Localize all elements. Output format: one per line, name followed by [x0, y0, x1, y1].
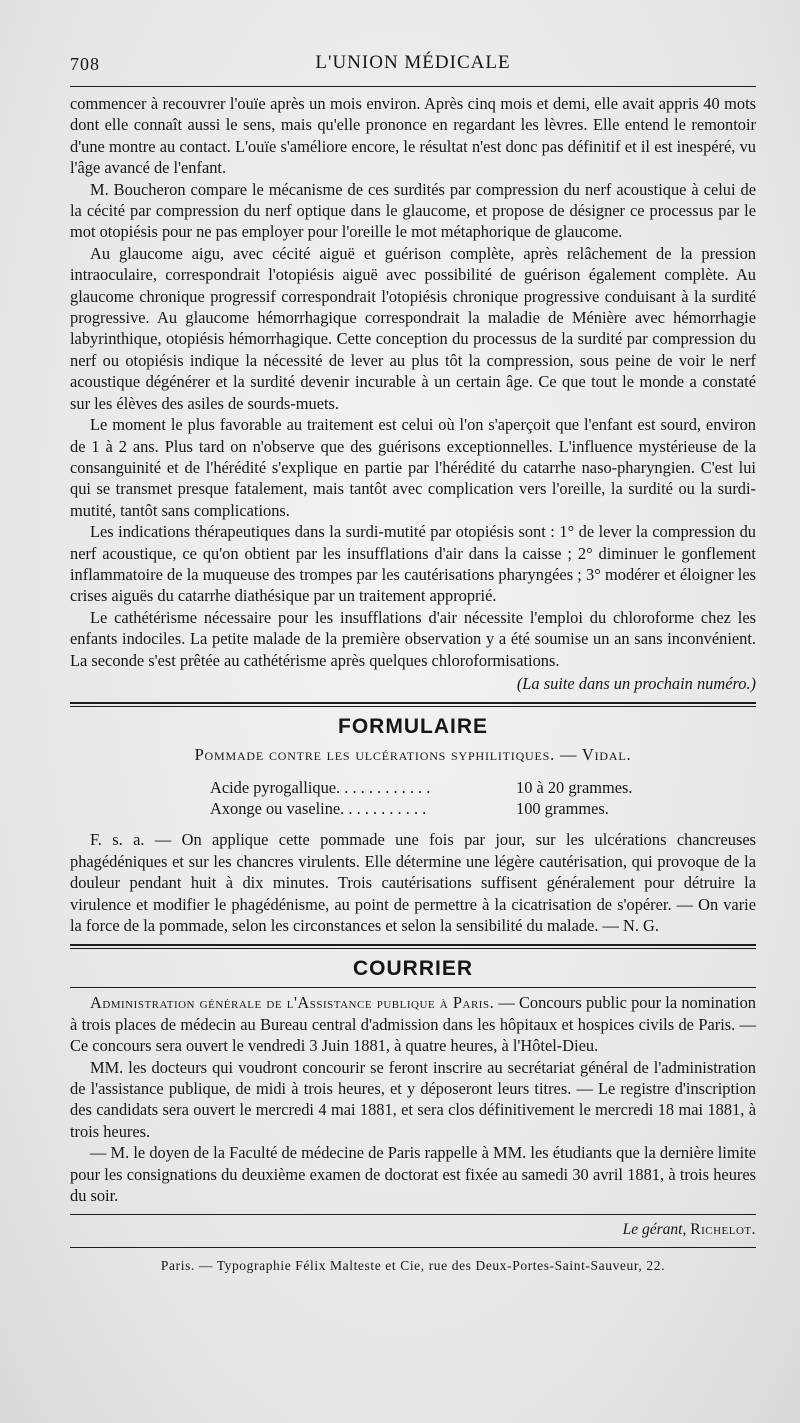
continuation-note: (La suite dans un prochain numéro.) — [516, 673, 756, 693]
article-paragraph: Au glaucome aigu, avec cécité aiguë et guérison complète, après relâchement de la pression intraoculaire, correspondrait l'otopiésis aiguë avec possibilité de guérison également complète. Au glaucome chronique progressif correspondrait l'otopiésis chronique progressive conduisant à la surdité progressive. Au glaucome hémorrhagique correspondrait la maladie de Ménière avec hémorrhagie labyrinthique, otopiésis hémorrhagique. Cette conception du processus de la surdité par compression du nerf ou otopiésis indique la nécessité de lever au plus tôt la compression, sous peine de voir le nerf acoustique dégénérer et la surdité devenir incurable à un certain âge. Ce que tout le monde a constaté sur les élèves des asiles de sourds-muets. — [70, 243, 756, 413]
title-underline — [70, 987, 756, 988]
courrier-title: COURRIER — [352, 957, 473, 981]
article-paragraph: Le moment le plus favorable au traitement est celui où l'on s'aperçoit que l'enfant est sourd, environ de 1 à 2 ans. Plus tard on n'observe que des guérisons exceptionnelles. L'influence mystérieuse de la consanguinité et de l'hérédité s'explique en partie par l'hérédité du catarrhe naso-pharyngien. C'est lui qui se transmet presque fatalement, mais tantôt avec complication vers l'oreille, la surdité ou la surdi-mutité, tantôt sans complications. — [70, 415, 756, 520]
ingredient-name: Acide pyrogallique. . . . . . . . . . . . — [210, 778, 431, 798]
courrier-section — [70, 957, 756, 1206]
formulaire-instructions: — On applique cette pommade une fois par jour, sur les ulcérations chancreuses phagédéniques et sur les chancres virulents. Elle détermine une légère cautérisation, qui provoque de la douleur pendant huit à dix minutes. Trois cautérisations suffisent généralement pour détruire la virulence et modifier le phagédénisme, au point de permettre à la cicatrisation de s'opérer. — On varie la force de la pommade, selon les circonstances et selon la sensibilité du malade. — N. G. — [70, 830, 756, 935]
article-paragraph: Les indications thérapeutiques dans la surdi-mutité par otopiésis sont : 1° de lever la compression du nerf acoustique, ce qu'on obtient par les insufflations d'air dans la caisse ; 2° diminuer le gonflement inflammatoire de la muqueuse des trompes par les cautérisations pharyngées ; 3° modérer et éloigner les crises aiguës du catarrhe diathésique par un traitement approprié. — [70, 522, 756, 606]
ingredient-quantity: 10 à 20 grammes. — [516, 778, 633, 798]
article-paragraph: Le cathétérisme nécessaire pour les insufflations d'air nécessite l'emploi du chloroforme chez les enfants indociles. La petite malade de la première observation y a été soumise un an sans inconvénient. La seconde s'est prêtée au cathétérisme après quelques chloroformisations. — [70, 607, 756, 670]
courrier-paragraph: MM. les docteurs qui voudront concourir se feront inscrire au secrétariat général de l'administration de l'assistance publique, de midi à trois heures, et y déposeront leurs titres. — Le registre d'inscription des candidats sera ouvert le mercredi 4 mai 1881, et sera clos définitivement le mercredi 18 mai 1881, à trois heures. — [70, 1057, 756, 1141]
recipe-row — [210, 798, 756, 819]
signature-name: Richelot. — [690, 1221, 756, 1239]
running-head — [70, 44, 756, 78]
article-paragraph: M. Boucheron compare le mécanisme de ces surdités par compression du nerf acoustique à celui de la cécité par compression du nerf optique dans le glaucome, et propose de désigner ce processus par le mot otopiésis pour ne pas employer pour l'oreille le mot métaphorique de glaucome. — [70, 179, 756, 242]
journal-title: L'UNION MÉDICALE — [315, 52, 511, 73]
signature-line — [70, 1221, 756, 1239]
ingredient-quantity: 100 grammes. — [516, 799, 609, 819]
recipe-list — [210, 777, 756, 819]
courrier-paragraph: — M. le doyen de la Faculté de médecine de Paris rappelle à MM. les étudiants que la dernière limite pour les consignations du deuxième examen de doctorat est fixée au samedi 30 avril 1881, à trois heures du soir. — [70, 1143, 756, 1206]
courrier-paragraph — [70, 992, 756, 1056]
section-divider — [70, 944, 756, 949]
ingredient-name: Axonge ou vaseline. . . . . . . . . . . — [210, 799, 427, 819]
fsa-label: F. s. a. — [90, 830, 145, 850]
article-body — [70, 93, 756, 694]
formulaire-subtitle: Pommade contre les ulcérations syphilitiques. — Vidal. — [194, 745, 632, 765]
formulaire-text — [70, 829, 756, 936]
page-number: 708 — [70, 54, 100, 74]
courrier-lead: Administration générale de l'Assistance publique à Paris. — [90, 993, 495, 1013]
printer-imprint: Paris. — Typographie Félix Malteste et Cie, rue des Deux-Portes-Saint-Sauveur, 22. — [160, 1258, 666, 1274]
header-rule — [70, 86, 756, 87]
formulaire-section — [70, 715, 756, 936]
recipe-row — [210, 777, 756, 798]
article-paragraph: commencer à recouvrer l'ouïe après un mois environ. Après cinq mois et demi, elle avait appris 40 mots dont elle connaît aussi le sens, mais qu'elle prononce en regardant les lèvres. Elle entend le remontoir d'une montre au contact. L'ouïe s'améliore encore, le résultat n'est donc pas définitif et il est inespéré, vu l'âge avancé de l'enfant. — [70, 94, 756, 178]
signature-rule — [70, 1214, 756, 1215]
formulaire-title: FORMULAIRE — [338, 715, 488, 739]
signature-label: Le gérant, — [622, 1221, 687, 1239]
courrier-text: — Concours public pour la nomination à trois places de médecin au Bureau central d'admission dans les hôpitaux et hospices civils de Paris. — Ce concours sera ouvert le vendredi 3 Juin 1881, à quatre heures, à l'Hôtel-Dieu. — [70, 993, 756, 1056]
footer-rule — [70, 1247, 756, 1248]
section-divider — [70, 702, 756, 707]
